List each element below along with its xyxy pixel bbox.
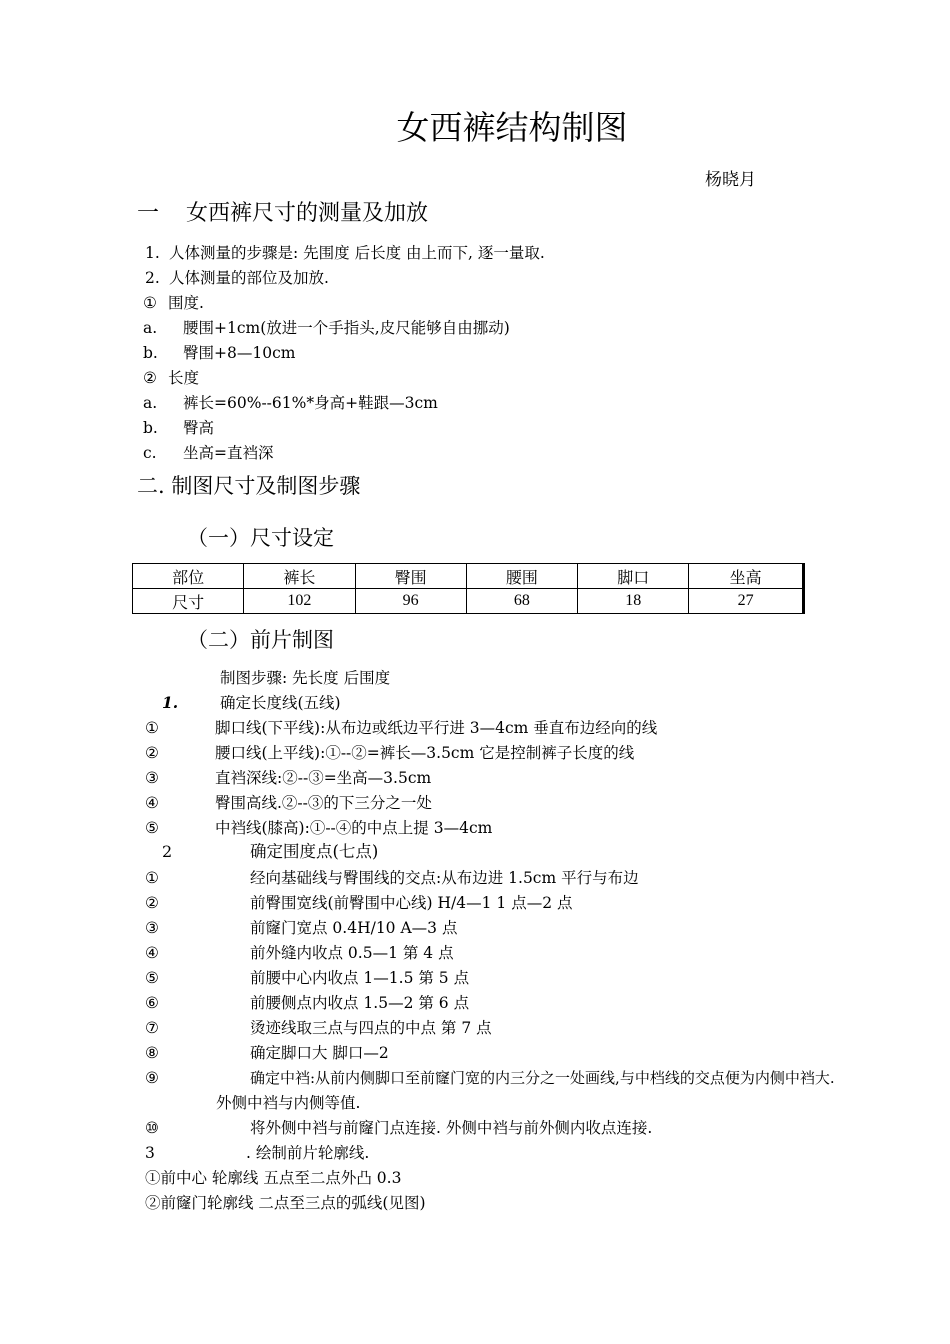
step-1-item-text: 直裆深线:②--③=坐高—3.5cm (215, 769, 432, 787)
s1-line-8-marker: b. (143, 419, 158, 437)
step-1-item-marker: ⑤ (145, 819, 159, 837)
subsection-size-settings: （一）尺寸设定 (187, 526, 334, 550)
step-2-item-text: 前腰中心内收点 1—1.5 第 5 点 (250, 969, 470, 987)
subsection-front-panel: （二）前片制图 (187, 628, 334, 652)
step-1-item-text: 脚口线(下平线):从布边或纸边平行进 3—4cm 垂直布边经向的线 (215, 719, 658, 737)
s1-line-6-marker: ② (143, 369, 157, 387)
s1-line-2-marker: 2. (145, 269, 160, 287)
size-table (132, 563, 805, 614)
s1-line-7-marker: a. (143, 394, 158, 412)
s1-line-5-marker: b. (143, 344, 158, 362)
step-2-item-text: 前臀围宽线(前臀围中心线) H/4—1 1 点—2 点 (250, 894, 573, 912)
step-1-item-marker: ① (145, 719, 159, 737)
section-1-number: 一 (137, 201, 160, 226)
s1-line-7-text: 裤长=60%--61%*身高+鞋跟—3cm (183, 394, 438, 412)
step-3-title: . 绘制前片轮廓线. (246, 1144, 370, 1162)
table-header-cell: 脚口 (578, 564, 689, 589)
step-2-item-text: 确定中裆:从前内侧脚口至前窿门宽的内三分之一处画线,与中档线的交点便为内侧中裆大. (250, 1069, 835, 1087)
table-cell: 27 (689, 589, 804, 614)
step-3-item-text: ①前中心 轮廓线 五点至二点外凸 0.3 (145, 1169, 402, 1187)
document-title: 女西裤结构制图 (396, 108, 628, 147)
step-1-item-text: 腰口线(上平线):①--②=裤长—3.5cm 它是控制裤子长度的线 (215, 744, 635, 762)
author-name: 杨晓月 (705, 170, 756, 190)
step-2-item-marker: ⑦ (145, 1019, 159, 1037)
s1-line-3-text: 围度. (168, 294, 204, 312)
step-2-item-marker: ④ (145, 944, 159, 962)
step-2-item-marker: ⑩ (145, 1119, 159, 1137)
s1-line-5-text: 臀围+8—10cm (183, 344, 296, 362)
step-2-item-marker: ① (145, 869, 159, 887)
s1-line-3-marker: ① (143, 294, 157, 312)
section-2-heading: 二. 制图尺寸及制图步骤 (137, 474, 361, 498)
step-2-item-text: 确定脚口大 脚口—2 (250, 1044, 389, 1062)
section-1-heading: 女西裤尺寸的测量及加放 (186, 201, 429, 226)
table-header-cell: 坐高 (689, 564, 804, 589)
table-header-cell: 裤长 (244, 564, 355, 589)
step-1-item-text: 臀围高线.②--③的下三分之一处 (215, 794, 432, 812)
table-header-cell: 臀围 (355, 564, 466, 589)
s1-line-2-text: 人体测量的部位及加放. (169, 269, 329, 287)
step-2-item-marker: ⑤ (145, 969, 159, 987)
table-header-cell: 部位 (133, 564, 244, 589)
table-cell: 尺寸 (133, 589, 244, 614)
step-1-number: 1. (162, 693, 179, 712)
s1-line-9-marker: c. (143, 444, 157, 462)
step-1-item-marker: ④ (145, 794, 159, 812)
step-2-item-continuation: 外侧中裆与内侧等值. (216, 1094, 361, 1112)
s1-line-4-marker: a. (143, 319, 158, 337)
step-2-item-text: 烫迹线取三点与四点的中点 第 7 点 (250, 1019, 492, 1037)
step-2-item-marker: ③ (145, 919, 159, 937)
step-1-item-marker: ② (145, 744, 159, 762)
step-2-title: 确定围度点(七点) (250, 842, 379, 861)
step-2-item-marker: ⑥ (145, 994, 159, 1012)
step-1-item-marker: ③ (145, 769, 159, 787)
s1-line-8-text: 臀高 (183, 419, 215, 437)
step-1-title: 确定长度线(五线) (220, 694, 341, 712)
table-cell: 68 (466, 589, 577, 614)
step-1-item-text: 中裆线(膝高):①--④的中点上提 3—4cm (215, 819, 493, 837)
step-2-item-text: 将外侧中裆与前窿门点连接. 外侧中裆与前外侧内收点连接. (250, 1119, 653, 1137)
s1-line-1-text: 人体测量的步骤是: 先围度 后长度 由上而下, 逐一量取. (169, 244, 545, 262)
table-cell: 96 (355, 589, 466, 614)
s1-line-9-text: 坐高=直裆深 (183, 444, 274, 462)
step-2-number: 2 (162, 842, 173, 861)
size-table-header-row (133, 564, 804, 589)
step-3-item-text: ②前窿门轮廓线 二点至三点的弧线(见图) (145, 1194, 426, 1212)
s1-line-1-marker: 1. (145, 244, 160, 262)
s1-line-4-text: 腰围+1cm(放进一个手指头,皮尺能够自由挪动) (183, 319, 510, 337)
table-cell: 102 (244, 589, 355, 614)
s1-line-6-text: 长度 (168, 369, 200, 387)
table-header-cell: 腰围 (466, 564, 577, 589)
step-2-item-marker: ② (145, 894, 159, 912)
step-2-item-text: 经向基础线与臀围线的交点:从布边进 1.5cm 平行与布边 (250, 869, 639, 887)
steps-intro: 制图步骤: 先长度 后围度 (220, 669, 391, 687)
step-2-item-text: 前外缝内收点 0.5—1 第 4 点 (250, 944, 454, 962)
size-table-value-row (133, 589, 804, 614)
step-2-item-text: 前窿门宽点 0.4H/10 A—3 点 (250, 919, 458, 937)
step-2-item-marker: ⑧ (145, 1044, 159, 1062)
step-2-item-marker: ⑨ (145, 1069, 159, 1087)
step-3-number: 3 (145, 1144, 155, 1162)
step-2-item-text: 前腰侧点内收点 1.5—2 第 6 点 (250, 994, 470, 1012)
table-cell: 18 (578, 589, 689, 614)
